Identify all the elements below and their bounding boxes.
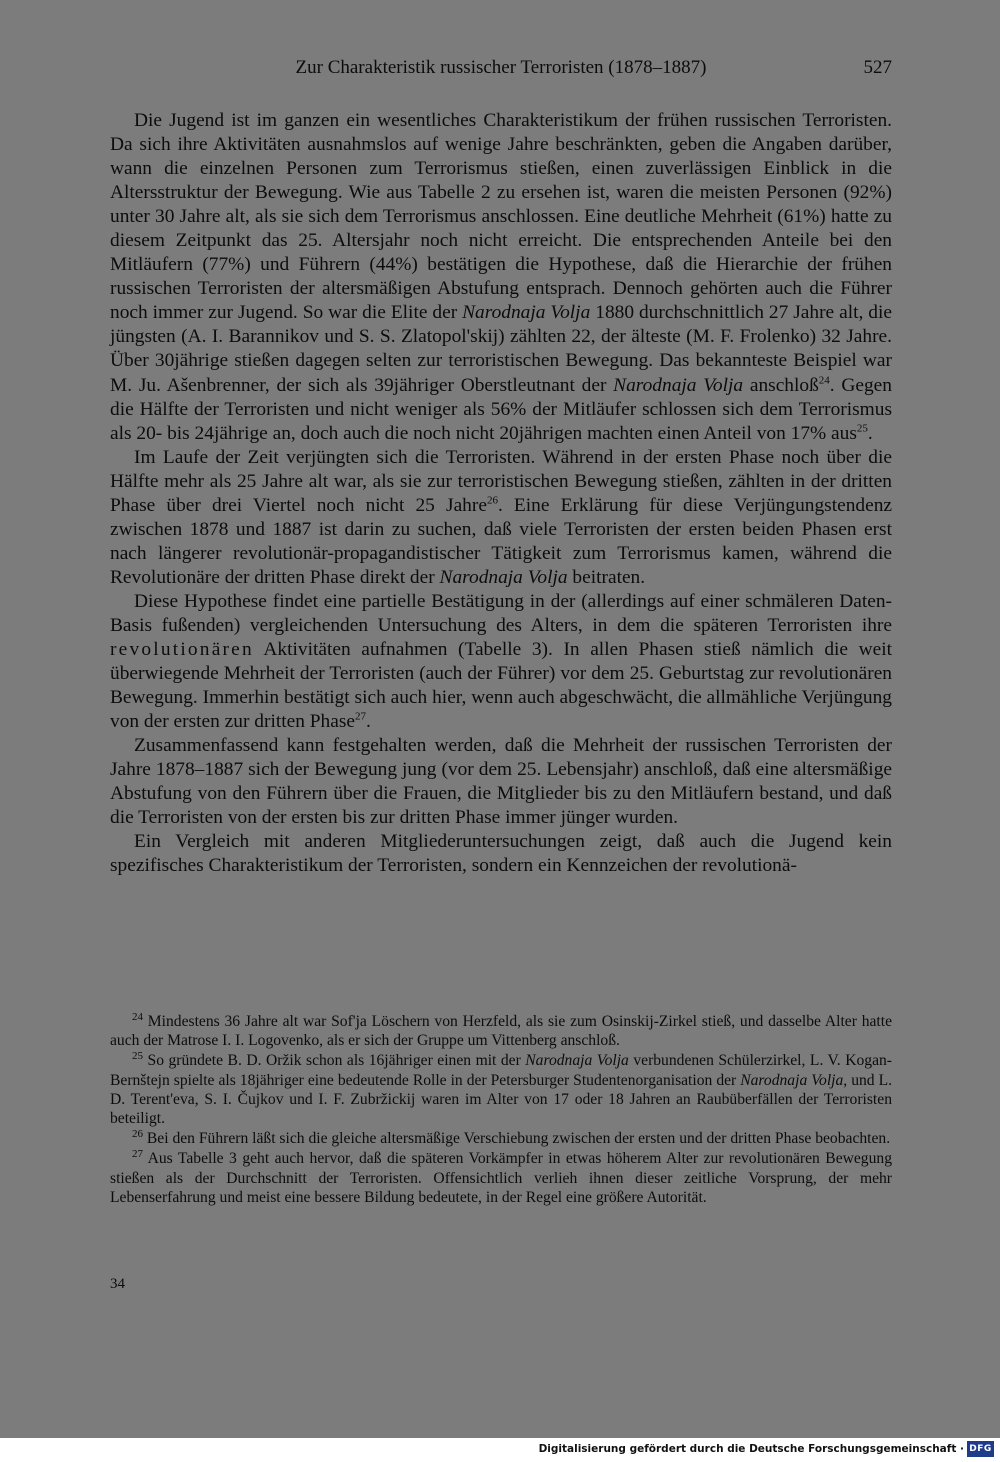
italic-title: Narodnaja Volja bbox=[525, 1052, 629, 1070]
footnote-ref: 27 bbox=[355, 710, 366, 723]
text-run: . Eine Erklärung für diese Verjüngungstendenz zwischen 1878 und 1887 ist darin zu suchen, daß viele Terroristen der ersten beiden Phasen erst nach längerer revolutionär-propagandistischer Tätigkeit zum Terrorismus kamen, während die Revolutionäre der dritten Phase direkt der bbox=[110, 494, 892, 588]
footnote bbox=[110, 1149, 892, 1207]
text-run: Ein Vergleich mit anderen Mitgliederuntersuchungen zeigt, daß auch die Jugend kein spezifisches Charakteristikum der Terroristen, sondern ein Kennzeichen der revolutionä- bbox=[110, 831, 892, 877]
page-number: 527 bbox=[863, 57, 892, 78]
funding-notice: Digitalisierung gefördert durch die Deutsche Forschungsgemeinschaft · bbox=[538, 1443, 964, 1455]
paragraph bbox=[110, 734, 892, 830]
paragraph bbox=[110, 590, 892, 734]
text-run: Bei den Führern läßt sich die gleiche altersmäßige Verschiebung zwischen der ersten und der dritten Phase beobachten. bbox=[146, 1130, 891, 1148]
footnote-text bbox=[110, 1150, 892, 1205]
footnote-text bbox=[110, 1052, 892, 1127]
italic-title: Narodnaja Volja bbox=[439, 566, 568, 588]
signature-mark: 34 bbox=[110, 1276, 125, 1292]
footnote-ref: 26 bbox=[486, 494, 498, 507]
text-run: verbundenen Schülerzirkel, L. V. Kogan-Bernštejn spielte als 18jähriger eine bedeutende Rolle in der Petersburger Studentenorganisation der bbox=[110, 1052, 892, 1089]
text-run: . bbox=[366, 711, 371, 733]
footnote-text bbox=[110, 1010, 892, 1050]
text-run: , und L. D. Terent'eva, S. I. Čujkov und I. F. Zubržickij waren im Alter von 17 oder 18 Jahren an Raubüberfällen der Terroristen beteiligt. bbox=[110, 1071, 893, 1128]
italic-title: Narodnaja Volja bbox=[740, 1071, 844, 1089]
footnote bbox=[110, 1129, 892, 1148]
text-run: Aus Tabelle 3 geht auch hervor, daß die späteren Vorkämpfer in etwas höherem Alter zur revolutionären Bewegung stießen als der Durchschnitt der Terroristen. Offensichtlich verlieh ihnen dieser zeitliche Vorsprung, der mehr Lebenserfahrung und meist eine bessere Bildung bedeutete, in der Regel eine größere Autorität. bbox=[110, 1150, 892, 1206]
text-run: Diese Hypothese findet eine partielle Bestätigung in der (allerdings auf einer schmäleren Daten-Basis fußenden) vergleichenden Untersuchung des Alters, in dem die späteren Terroristen ihre bbox=[110, 590, 892, 636]
text-run: . bbox=[867, 422, 873, 444]
footnote-number: 26 bbox=[132, 1128, 143, 1141]
footnote bbox=[110, 1051, 892, 1128]
text-run: Zusammenfassend kann festgehalten werden, daß die Mehrheit der russischen Terroristen der Jahre 1878–1887 sich der Bewegung jung (vor dem 25. Lebensjahr) anschloß, daß eine altersmäßige Abstufung von den Führern über die Frauen, die Mitglieder bis zu den Mitläufern bestand, und daß die Terroristen von der ersten bis zur dritten Phase immer jünger wurden. bbox=[110, 735, 892, 829]
body-text bbox=[110, 109, 892, 879]
footnote-text bbox=[147, 1130, 890, 1147]
page-header bbox=[110, 57, 892, 85]
footer-bar bbox=[0, 1438, 1000, 1462]
text-run: anschloß bbox=[743, 374, 819, 396]
spaced-emphasis: revolutionären bbox=[110, 639, 254, 661]
paragraph bbox=[110, 109, 892, 446]
text-run: 1880 durchschnittlich 27 Jahre alt, die jüngsten (A. I. Barannikov und S. S. Zlatopol'skij) zählten 22, der älteste (M. F. Frolenko) 32 Jahre. Über 30jährige stießen dagegen selten zur terroristischen Bewegung. Das bekannteste Beispiel war M. Ju. Ašenbrenner, der sich als 39jähriger Oberstleutnant der bbox=[110, 302, 892, 396]
text-run: So gründete B. D. Oržik schon als 16jähriger einen mit der bbox=[147, 1052, 526, 1070]
footnote-ref: 25 bbox=[856, 422, 868, 435]
paragraph bbox=[110, 446, 892, 590]
footnote-number: 25 bbox=[132, 1050, 143, 1063]
text-run: Die Jugend ist im ganzen ein wesentliches Charakteristikum der frühen russischen Terroristen. Da sich ihre Aktivitäten ausnahmslos auf wenige Jahre beschränkten, geben die Angaben darüber, wann die einzelnen Personen zum Terrorismus stießen, einen zuverlässigen Einblick in die Altersstruktur der Bewegung. Wie aus Tabelle 2 zu ersehen ist, waren die meisten Personen (92%) unter 30 Jahre alt, als sie sich dem Terrorismus anschlossen. Eine deutliche Mehrheit (61%) hatte zu diesem Zeitpunkt das 25. Altersjahr noch nicht erreicht. Die entsprechenden Anteile bei den Mitläufern (77%) und Führern (44%) bestätigen die Hypothese, daß die Hierarchie der frühen russischen Terroristen der altersmäßigen Abstufung entsprach. Dennoch gehörten auch die Führer noch immer zur Jugend. So war die Elite der bbox=[110, 110, 892, 324]
footnote-number: 24 bbox=[132, 1010, 143, 1023]
text-run: . Gegen die Hälfte der Terroristen und nicht weniger als 56% der Mitläufer schlossen sich dem Terrorismus als 20- bis 24jährige an, doch auch die noch nicht 20jährigen machten einen Anteil von 17% aus bbox=[110, 374, 892, 444]
paragraph bbox=[110, 830, 892, 878]
italic-title: Narodnaja Volja bbox=[462, 302, 591, 324]
text-run: Aktivitäten aufnahmen (Tabelle 3). In allen Phasen stieß nämlich die weit überwiegende Mehrheit der Terroristen (auch der Führer) vor dem 25. Geburtstag zur revolutionären Bewegung. Immerhin bestätigt sich auch hier, wenn auch abgeschwächt, die allmähliche Verjüngung von der ersten zur dritten Phase bbox=[110, 639, 892, 733]
running-title: Zur Charakteristik russischer Terroristen (1878–1887) bbox=[295, 57, 707, 78]
text-run: beitraten. bbox=[567, 566, 646, 588]
footnote-number: 27 bbox=[132, 1148, 143, 1161]
footnote-ref: 24 bbox=[818, 374, 830, 387]
dfg-logo-icon: DFG bbox=[967, 1441, 994, 1457]
text-run: Im Laufe der Zeit verjüngten sich die Terroristen. Während in der ersten Phase noch über die Hälfte mehr als 25 Jahre alt war, als sie zur terroristischen Bewegung stießen, zählten in der dritten Phase über drei Viertel noch nicht 25 Jahre bbox=[110, 446, 892, 516]
text-run: Mindestens 36 Jahre alt war Sof'ja Löschern von Herzfeld, als sie zum Osinskij-Zirkel stieß, und dasselbe Alter hatte auch der Matrose I. I. Logovenko, als er sich der Gruppe um Vittenberg anschloß. bbox=[110, 1013, 892, 1050]
footnote bbox=[110, 1012, 892, 1050]
italic-title: Narodnaja Volja bbox=[613, 374, 744, 396]
footnotes bbox=[110, 1012, 892, 1208]
